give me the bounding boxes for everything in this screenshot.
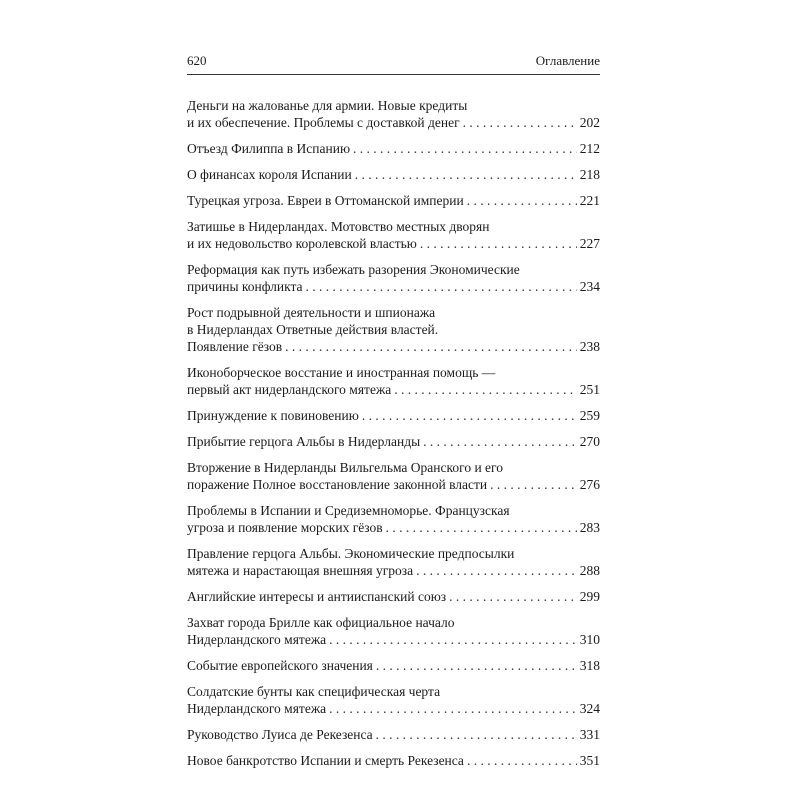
toc-page-number: 331	[579, 727, 600, 742]
dot-leader	[416, 562, 577, 579]
toc-entry-title-line: Руководство Луиса де Рекезенса	[187, 727, 373, 742]
dot-leader	[449, 588, 577, 605]
toc-entry-title-line: Отъезд Филиппа в Испанию	[187, 141, 351, 156]
toc-entry-title-line: первый акт нидерландского мятежа	[187, 382, 392, 397]
toc-entry-last-line	[187, 752, 600, 769]
toc-entry-title-line: Событие европейского значения	[187, 658, 373, 673]
dot-leader	[355, 166, 577, 183]
toc-entry-last-line	[187, 114, 600, 131]
toc-page-number: 270	[579, 434, 600, 449]
toc-entry-title-line: угроза и появление морских гёзов	[187, 520, 383, 535]
toc-entry-title-line: Нидерландского мятежа	[187, 701, 327, 716]
toc-page-number: 212	[579, 141, 600, 156]
toc-entry	[187, 364, 600, 398]
dot-leader	[329, 631, 577, 648]
toc-entry-last-line	[187, 631, 600, 648]
toc-entry	[187, 97, 600, 131]
toc-page-number: 276	[579, 477, 600, 492]
toc-entry-title-line: Прибытие герцога Альбы в Нидерланды	[187, 434, 421, 449]
toc-entry	[187, 261, 600, 295]
toc-entry-title-line: Турецкая угроза. Евреи в Оттоманской империи	[187, 193, 464, 208]
toc-entry-last-line	[187, 433, 600, 450]
dot-leader	[394, 381, 576, 398]
table-of-contents	[187, 97, 600, 769]
toc-entry	[187, 545, 600, 579]
toc-page-number: 318	[579, 658, 600, 673]
toc-entry	[187, 726, 600, 743]
toc-entry-last-line	[187, 519, 600, 536]
toc-entry-title-line: Появление гёзов	[187, 339, 283, 354]
toc-page-number: 259	[579, 408, 600, 423]
toc-entry	[187, 218, 600, 252]
toc-entry-title-line: и их обеспечение. Проблемы с доставкой денег	[187, 115, 460, 130]
toc-entry	[187, 588, 600, 605]
toc-entry-last-line	[187, 235, 600, 252]
dot-leader	[423, 433, 577, 450]
dot-leader	[386, 519, 577, 536]
toc-page-number: 324	[579, 701, 600, 716]
toc-page-number: 299	[579, 589, 600, 604]
toc-entry-title-line: Принуждение к повиновению	[187, 408, 359, 423]
toc-page-number: 238	[579, 339, 600, 354]
toc-entry	[187, 304, 600, 355]
toc-entry-last-line	[187, 140, 600, 157]
toc-entry	[187, 166, 600, 183]
toc-page-number: 251	[579, 382, 600, 397]
toc-page-number: 202	[579, 115, 600, 130]
toc-entry	[187, 752, 600, 769]
toc-entry	[187, 140, 600, 157]
toc-page-number: 283	[579, 520, 600, 535]
toc-entry-last-line	[187, 407, 600, 424]
dot-leader	[329, 700, 577, 717]
toc-entry	[187, 433, 600, 450]
toc-entry	[187, 459, 600, 493]
dot-leader	[467, 752, 577, 769]
dot-leader	[467, 192, 577, 209]
dot-leader	[353, 140, 577, 157]
dot-leader	[376, 657, 577, 674]
toc-entry-title-line: Деньги на жалованье для армии. Новые кредиты	[187, 98, 468, 113]
dot-leader	[285, 338, 577, 355]
toc-page-number: 221	[579, 193, 600, 208]
toc-entry	[187, 614, 600, 648]
toc-entry	[187, 502, 600, 536]
page-number: 620	[187, 53, 207, 68]
toc-entry-title-line: Новое банкротство Испании и смерть Рекезенса	[187, 753, 464, 768]
toc-entry-title-line: Солдатские бунты как специфическая черта	[187, 684, 441, 699]
toc-entry-last-line	[187, 657, 600, 674]
toc-entry-title-line: причины конфликта	[187, 279, 303, 294]
toc-entry-title-line: Вторжение в Нидерланды Вильгельма Оранского и его	[187, 460, 503, 475]
header-rule	[187, 74, 600, 75]
toc-entry-title-line: Проблемы в Испании и Средиземноморье. Французская	[187, 503, 510, 518]
toc-entry-title-line: Реформация как путь избежать разорения Экономические	[187, 262, 520, 277]
toc-page-number: 310	[579, 632, 600, 647]
toc-entry-last-line	[187, 588, 600, 605]
toc-entry	[187, 657, 600, 674]
dot-leader	[376, 726, 577, 743]
toc-entry-title-line: Иконоборческое восстание и иностранная помощь —	[187, 365, 496, 380]
toc-entry-title-line: Захват города Брилле как официальное начало	[187, 615, 455, 630]
dot-leader	[306, 278, 577, 295]
dot-leader	[362, 407, 577, 424]
toc-entry-title-line: в Нидерландах Ответные действия властей.	[187, 322, 439, 337]
toc-entry-last-line	[187, 700, 600, 717]
toc-entry	[187, 192, 600, 209]
running-head: Оглавление	[535, 53, 600, 68]
toc-entry-title-line: Правление герцога Альбы. Экономические предпосылки	[187, 546, 515, 561]
toc-entry-title-line: Английские интересы и антииспанский союз	[187, 589, 447, 604]
toc-entry-last-line	[187, 338, 600, 355]
toc-entry	[187, 407, 600, 424]
toc-page-number: 234	[579, 279, 600, 294]
toc-entry-title-line: Затишье в Нидерландах. Мотовство местных дворян	[187, 219, 490, 234]
toc-page-number: 288	[579, 563, 600, 578]
toc-entry	[187, 683, 600, 717]
toc-entry-last-line	[187, 562, 600, 579]
toc-entry-title-line: мятежа и нарастающая внешняя угроза	[187, 563, 414, 578]
toc-entry-title-line: О финансах короля Испании	[187, 167, 352, 182]
toc-entry-last-line	[187, 166, 600, 183]
toc-page-number: 351	[579, 753, 600, 768]
toc-entry-title-line: Нидерландского мятежа	[187, 632, 327, 647]
dot-leader	[463, 114, 577, 131]
toc-page-number: 218	[579, 167, 600, 182]
toc-entry-title-line: поражение Полное восстановление законной власти	[187, 477, 488, 492]
dot-leader	[490, 476, 577, 493]
toc-entry-last-line	[187, 278, 600, 295]
toc-page-number: 227	[579, 236, 600, 251]
toc-entry-last-line	[187, 476, 600, 493]
toc-entry-last-line	[187, 726, 600, 743]
toc-entry-last-line	[187, 381, 600, 398]
toc-entry-title-line: Рост подрывной деятельности и шпионажа	[187, 305, 436, 320]
toc-entry-title-line: и их недовольство королевской властью	[187, 236, 417, 251]
dot-leader	[420, 235, 577, 252]
toc-entry-last-line	[187, 192, 600, 209]
